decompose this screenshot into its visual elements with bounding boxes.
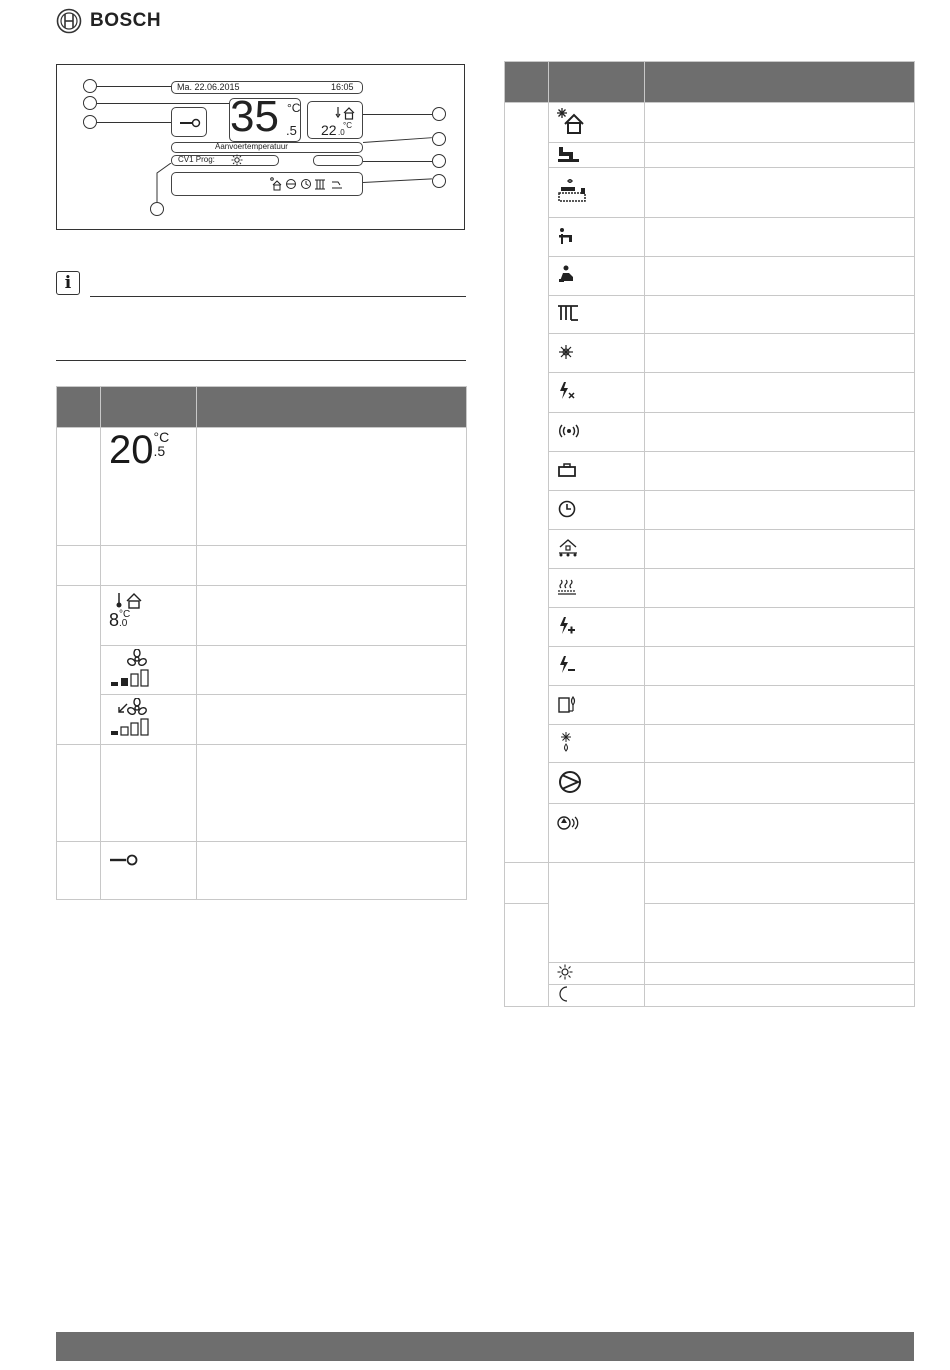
callout-5 [432, 132, 446, 146]
table-row [505, 804, 915, 863]
brand-header [56, 8, 161, 34]
house-network-icon [557, 538, 579, 558]
main-temp-dec: .5 [286, 123, 297, 138]
tank-flame-icon [557, 694, 579, 714]
right-header-col-3 [645, 62, 915, 103]
left-header-col-1 [57, 387, 101, 428]
thermometer-house-icon [335, 106, 355, 120]
callout-3 [83, 115, 97, 129]
callout-2-leader [97, 103, 229, 104]
callout-7 [432, 174, 446, 188]
table-row [505, 334, 915, 373]
sun-house-icon [557, 107, 587, 135]
callout-6-leader [363, 161, 432, 162]
display-time: 16:05 [331, 82, 354, 92]
main-temp-unit: °C [287, 101, 301, 115]
table-row [57, 428, 467, 546]
outdoor-icon-temp-int: 8 [109, 610, 120, 630]
tap-drop-icon [557, 226, 577, 246]
callout-4 [432, 107, 446, 121]
note-rule-bottom [56, 360, 466, 361]
table-row [505, 725, 915, 763]
outdoor-temp-int: 22 [321, 122, 337, 138]
left-symbol-table [56, 386, 467, 900]
right-header-col-1 [505, 62, 549, 103]
pump-icon [557, 769, 583, 795]
table-row [505, 530, 915, 569]
example-temp-unit: °C [153, 429, 170, 445]
status-icons-row [270, 177, 360, 191]
table-row [57, 842, 467, 900]
table-row [505, 296, 915, 334]
table-row [505, 686, 915, 725]
example-temp-int: 20 [109, 428, 154, 472]
fan-speed-icon [109, 649, 151, 689]
defrost-icon [557, 731, 575, 753]
table-row [57, 646, 467, 695]
status-line-text: Aanvoertemperatuur [215, 142, 288, 151]
table-row [57, 695, 467, 745]
table-row [505, 491, 915, 530]
person-tap-icon [557, 265, 577, 285]
moon-icon [557, 986, 573, 1002]
clock-icon [557, 499, 577, 519]
table-row [57, 586, 467, 646]
table-row [505, 608, 915, 647]
table-row [505, 143, 915, 168]
callout-2 [83, 96, 97, 110]
left-header-col-2 [101, 387, 197, 428]
note-rule-top [90, 296, 466, 297]
key-lock-box [171, 107, 207, 137]
thermometer-house-icon [115, 592, 145, 610]
table-row [505, 985, 915, 1007]
bosch-logo-icon [56, 8, 82, 34]
display-figure [56, 64, 465, 230]
table-row [505, 103, 915, 143]
program-text: CV1 Prog: [178, 155, 215, 164]
table-row [505, 647, 915, 686]
power-plus-icon [557, 616, 577, 636]
callout-5-leader [363, 137, 432, 143]
key-lock-icon [109, 854, 139, 866]
table-row [57, 745, 467, 842]
callout-1-leader [97, 86, 171, 87]
outdoor-temp-unit: °C [343, 121, 352, 130]
wireless-icon [557, 423, 581, 439]
table-row [505, 168, 915, 218]
floor-heating-icon [557, 578, 577, 596]
sun-icon [557, 964, 573, 980]
secondary-bar [313, 155, 363, 166]
callout-3-leader [97, 122, 171, 123]
fan-return-speed-icon [109, 698, 151, 738]
snowflake-icon [557, 343, 575, 361]
brand-name: BOSCH [90, 10, 162, 31]
table-row [505, 863, 915, 904]
info-icon: i [56, 271, 80, 295]
power-minus-icon [557, 655, 577, 675]
outdoor-icon-temp-unit: °C [119, 609, 131, 620]
right-header-col-2 [549, 62, 645, 103]
table-row [505, 569, 915, 608]
power-x-icon [557, 381, 577, 401]
footer-bar [56, 1332, 914, 1361]
sun-icon [231, 154, 243, 166]
table-row [505, 257, 915, 296]
left-table-header [57, 387, 467, 428]
callout-7-leader [363, 178, 432, 183]
table-row [505, 373, 915, 413]
example-temp-dec: .5 [153, 443, 166, 459]
callout-8 [150, 202, 164, 216]
table-row [505, 413, 915, 452]
suitcase-icon [557, 462, 577, 478]
table-row [505, 763, 915, 804]
right-symbol-table [504, 61, 915, 1007]
callout-8-leader [155, 163, 185, 203]
fan-sound-icon [557, 814, 581, 832]
right-table-header [505, 62, 915, 103]
table-row [505, 963, 915, 985]
key-lock-icon [179, 118, 201, 128]
table-row [57, 546, 467, 586]
shower-heater-icon [557, 177, 587, 205]
hot-water-tap-icon [557, 145, 581, 163]
callout-4-leader [363, 114, 432, 115]
callout-1 [83, 79, 97, 93]
display-date: Ma. 22.06.2015 [177, 82, 240, 92]
table-row [505, 218, 915, 257]
table-row [505, 452, 915, 491]
callout-6 [432, 154, 446, 168]
main-temp-int: 35 [230, 92, 279, 141]
outdoor-icon-temp-dec: .0 [119, 618, 128, 629]
outdoor-temp-dec: .0 [338, 128, 345, 137]
radiator-icon [557, 304, 579, 322]
left-header-col-3 [197, 387, 467, 428]
